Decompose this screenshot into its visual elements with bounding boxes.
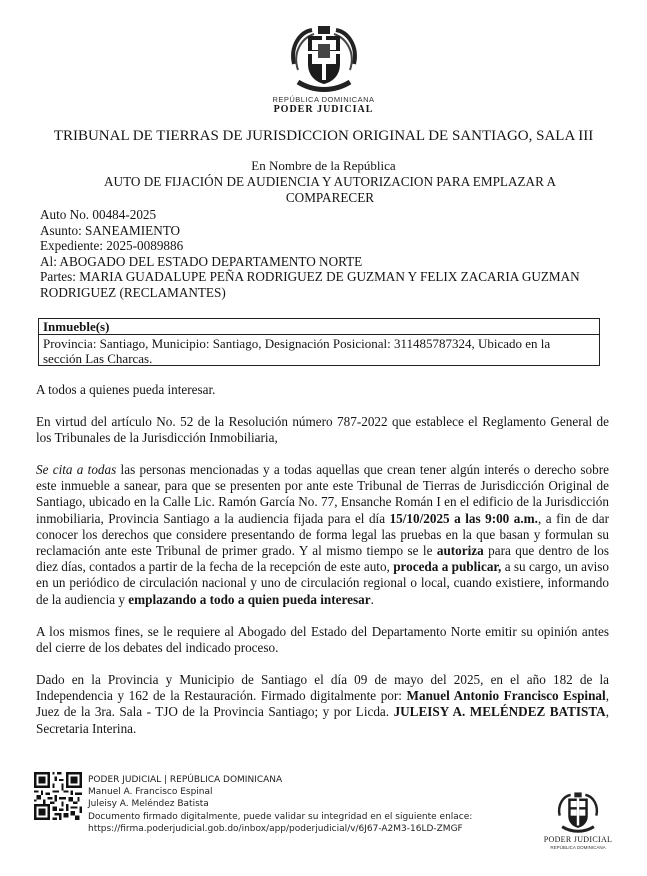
footer-signer-judge: Manuel A. Francisco Espinal xyxy=(88,787,213,798)
citation-text-a: las personas mencionadas y a todas aquellas que crean tener algún interés o derecho sobre este inmueble a sanear, para que se presenten por ante este Tribunal de Tierras de Jurisdicción Original de Santiago, ubicado en la Calle Lic. Ramón García No. 77, Ensanche Román I en el edificio de la Jurisdicción inmobiliaria, Provincia Santiago a la audiencia fijada para el día xyxy=(36,462,609,526)
publish-order: proceda a publicar, xyxy=(393,559,502,575)
property-description xyxy=(39,335,599,367)
seal-republic-label: REPÚBLICA DOMINICANA xyxy=(550,845,606,850)
summons-clause: emplazando a todo a quien pueda interesar xyxy=(128,591,371,607)
citation-text-c: para que dentro de los diez días, contados a partir de la fecha de la recepción de este auto, xyxy=(36,543,609,575)
signature-text-a: Dado en la Provincia y Municipio de Santiago el día 09 de mayo del 2025, en el año 182 de la Independencia y 162 de la Restauración. Firmado digitalmente por: xyxy=(36,672,609,704)
requirement-paragraph: A los mismos fines, se le requiere al Abogado del Estado del Departamento Norte emitir su opinión antes del cierre de los debates del indicado proceso. xyxy=(36,624,609,656)
file-number: Expediente: 2025-0089886 xyxy=(40,238,184,253)
signature-text-b: , Juez de la 3ra. Sala - TJO de la Provincia Santiago; y por Licda. xyxy=(36,688,609,720)
court-name: TRIBUNAL DE TIERRAS DE JURISDICCION ORIGINAL DE SANTIAGO, SALA III xyxy=(53,128,594,144)
citation-lead: Se cita a todas xyxy=(36,462,117,477)
property-line-1: Provincia: Santiago, Municipio: Santiago, Designación Posicional: 311485787324, Ubicado en la xyxy=(43,336,551,351)
subject: Asunto: SANEAMIENTO xyxy=(40,222,181,238)
property-line-2: sección Las Charcas. xyxy=(43,351,153,366)
citation-paragraph xyxy=(36,462,609,608)
judicial-power-label: PODER JUDICIAL xyxy=(273,104,374,115)
footer-validation-note: Documento firmado digitalmente, puede validar su integridad en el siguiente enlace: xyxy=(88,811,473,822)
coat-of-arms-icon xyxy=(556,790,600,834)
citation-end: . xyxy=(370,591,374,607)
hearing-date: 15/10/2025 a las 9:00 a.m. xyxy=(389,510,538,526)
signature-text-c: , Secretaria Interina. xyxy=(36,704,609,736)
legal-basis-paragraph: En virtud del artículo No. 52 de la Resolución número 787-2022 que establece el Reglamento General de los Tribunales de la Jurisdicción Inmobiliaria, xyxy=(36,414,609,446)
property-box xyxy=(38,318,600,366)
case-meta xyxy=(40,207,620,300)
coat-of-arms-icon xyxy=(288,22,360,94)
addressee: Al: ABOGADO DEL ESTADO DEPARTAMENTO NORTE xyxy=(40,253,363,269)
document-title xyxy=(70,174,590,206)
title-line-1: AUTO DE FIJACIÓN DE AUDIENCIA Y AUTORIZACION PARA EMPLAZAR A xyxy=(104,174,556,189)
authorizes: autoriza xyxy=(436,543,484,559)
auto-number: Auto No. 00484-2025 xyxy=(40,207,157,222)
republic-label: REPÚBLICA DOMINICANA xyxy=(272,95,375,104)
citation-text-b: , a fin de dar conocer los derechos que considere presentando de forma legal las pruebas en la que basan y formulan su reclamación ante este Tribunal de primer grado. Y al mismo tiempo se le xyxy=(36,510,609,559)
in-name-line: En Nombre de la República xyxy=(251,158,396,173)
qr-code-icon[interactable] xyxy=(34,772,82,820)
seal-power-label: PODER JUDICIAL xyxy=(543,835,613,844)
parties-line-1: Partes: MARIA GUADALUPE PEÑA RODRIGUEZ DE GUZMAN Y FELIX ZACARIA GUZMAN xyxy=(40,269,580,284)
footer-validation-link[interactable]: https://firma.poderjudicial.gob.do/inbox/app/poderjudicial/v/6J67-A2M3-16LD-ZMGF xyxy=(88,823,463,834)
parties-line-2: RODRIGUEZ (RECLAMANTES) xyxy=(40,284,226,300)
footer-institution: PODER JUDICIAL | REPÚBLICA DOMINICANA xyxy=(88,775,283,785)
title-line-2: COMPARECER xyxy=(285,190,375,205)
judge-name: Manuel Antonio Francisco Espinal xyxy=(406,688,606,704)
property-header: Inmueble(s) xyxy=(39,319,599,335)
signature-paragraph xyxy=(36,672,609,737)
digital-signature-info xyxy=(88,774,472,835)
footer-signer-secretary: Juleisy A. Meléndez Batista xyxy=(88,799,209,810)
greeting: A todos a quienes pueda interesar. xyxy=(36,382,216,397)
secretary-name: JULEISY A. MELÉNDEZ BATISTA xyxy=(393,704,606,720)
citation-text-d: a su cargo, un aviso en un periódico de circulación nacional y uno de circulación regional o local, cuando existiere, informando de la audiencia y xyxy=(36,559,609,607)
